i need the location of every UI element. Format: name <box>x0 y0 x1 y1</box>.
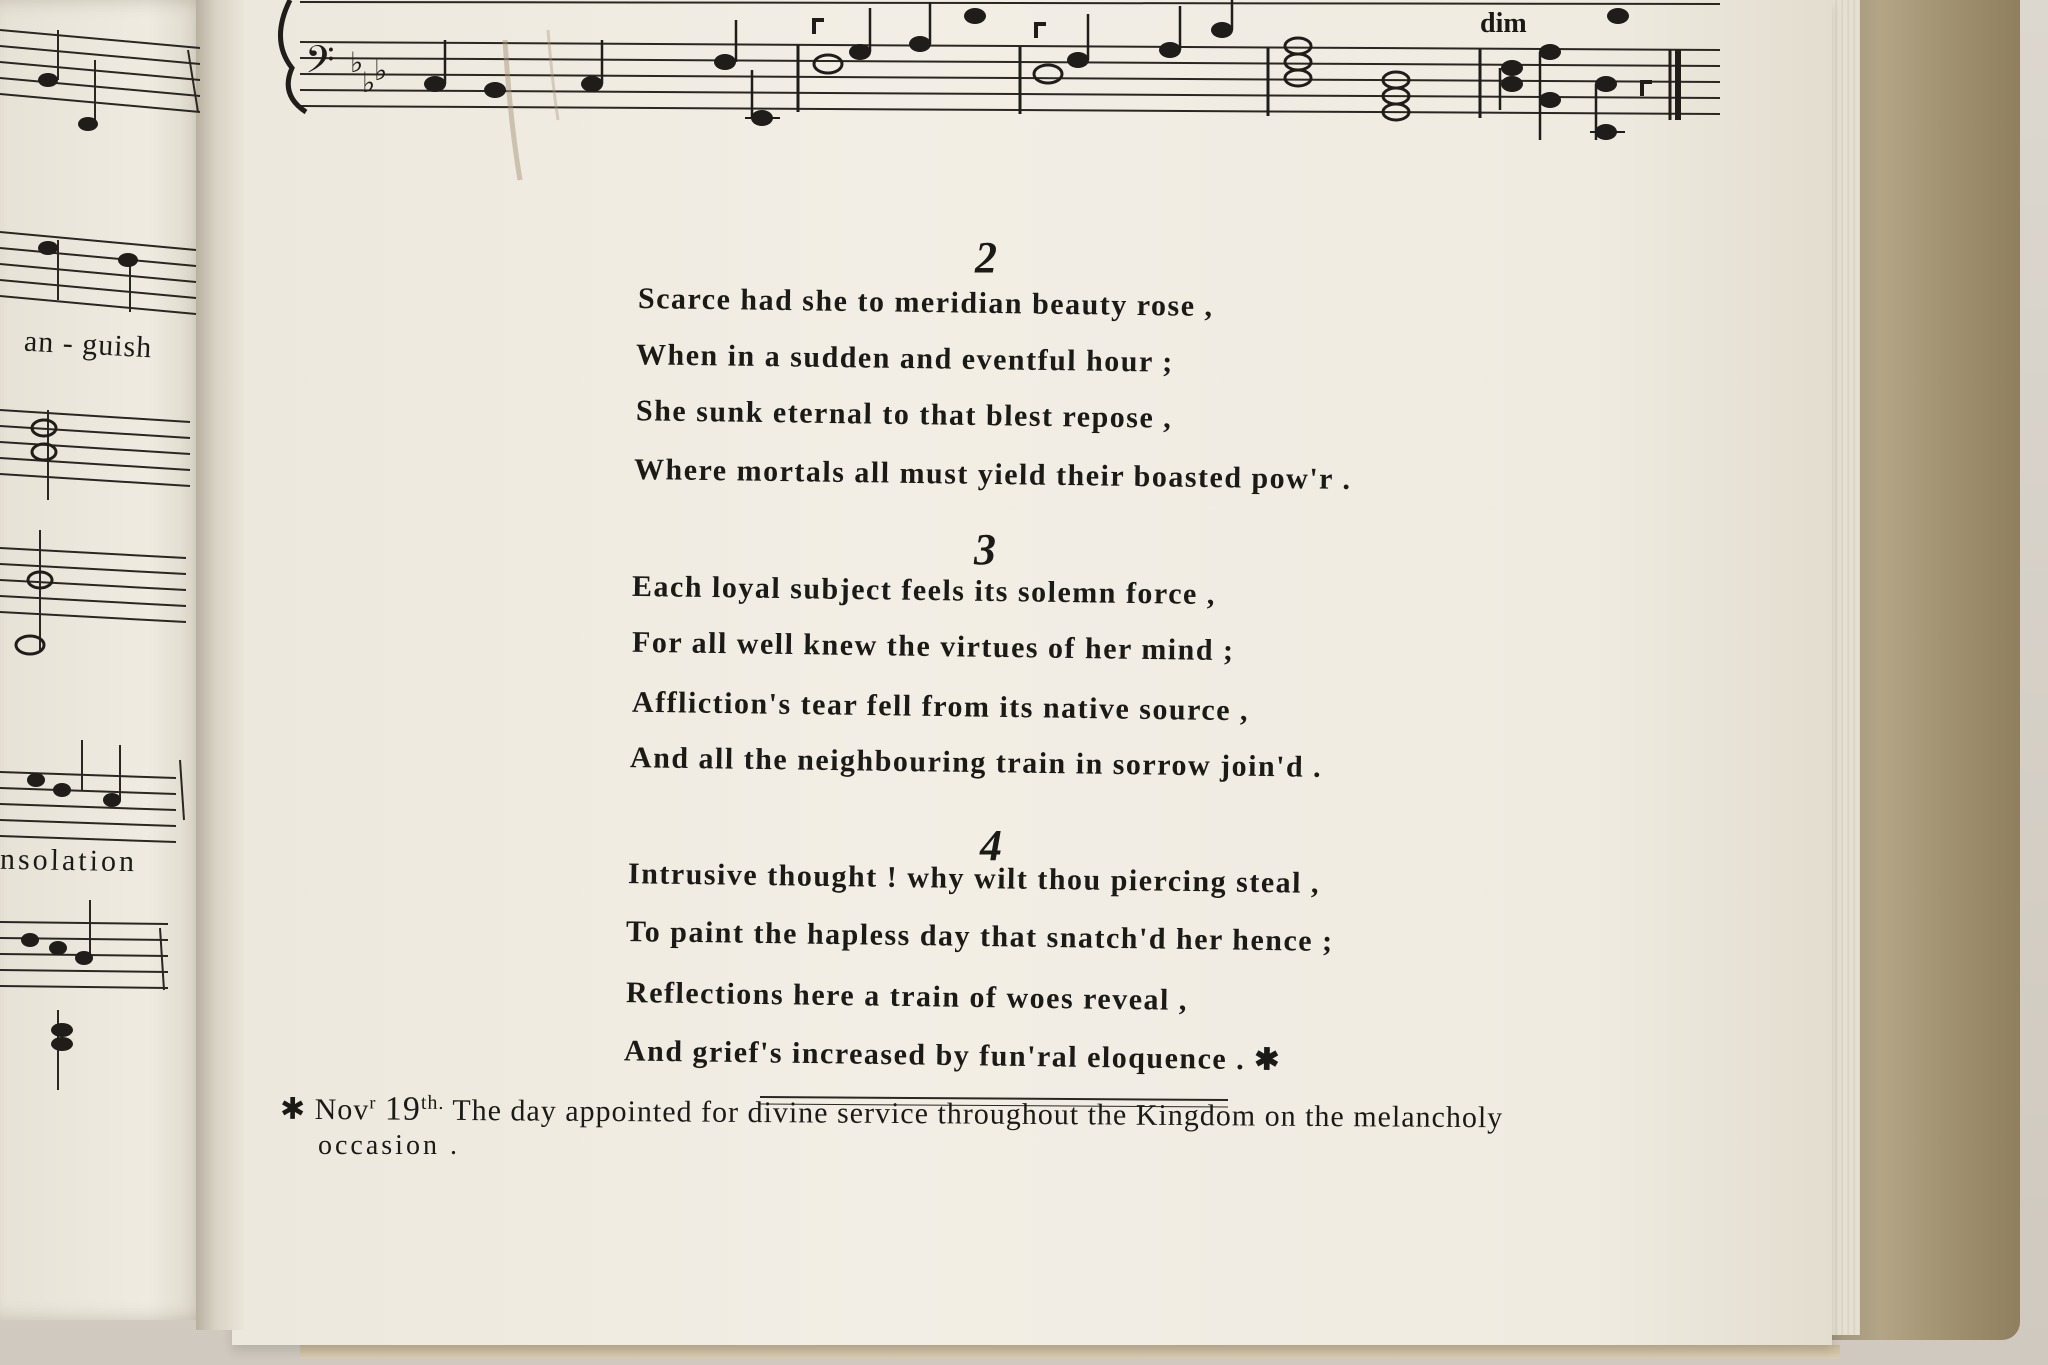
verse-number: 4 <box>980 821 1002 870</box>
verse-line: She sunk eternal to that blest repose , <box>635 394 1173 435</box>
verse-number: 3 <box>974 525 996 574</box>
verse-line: Intrusive thought ! why wilt thou piercing steal , <box>627 857 1321 900</box>
left-lyric-consolation: nsolation <box>0 842 138 879</box>
ledger-lines <box>745 118 1625 132</box>
verse-line: Reflections here a train of woes reveal , <box>625 976 1189 1017</box>
treble-staff-remnant <box>300 2 1720 4</box>
verse-line: When in a sudden and eventful hour ; <box>635 338 1174 379</box>
key-signature-flat: ♭ <box>374 54 388 87</box>
left-lyric-anguish: an - guish <box>23 324 154 365</box>
key-signature-flat: ♭ <box>362 66 376 99</box>
verse-line: To paint the hapless day that snatch'd her hence ; <box>625 915 1334 958</box>
footnote-month: Nov <box>314 1092 370 1127</box>
footnote-marker: ✱ <box>279 1092 307 1126</box>
system-brace <box>280 0 306 112</box>
verse-line: Affliction's tear fell from its native source , <box>631 685 1250 728</box>
verse-line: Scarce had she to meridian beauty rose , <box>637 281 1214 324</box>
footnote-day: 19 <box>384 1090 421 1128</box>
verse-line: Where mortals all must yield their boasted pow'r . <box>633 452 1352 497</box>
verse-line: Each loyal subject feels its solemn force , <box>631 569 1217 612</box>
dynamic-marking: dim <box>1480 8 1527 39</box>
footnote-text: The day appointed for divine service throughout the Kingdom on the melancholy <box>452 1093 1504 1135</box>
footnote-day-sup: th. <box>420 1091 445 1114</box>
paper-stain <box>505 40 520 180</box>
bass-notes <box>424 8 1629 140</box>
key-signature-flat: ♭ <box>350 46 364 79</box>
footnote-month-sup: r <box>369 1092 377 1113</box>
verse-line: For all well knew the virtues of her mind ; <box>631 625 1235 668</box>
verse-number: 2 <box>975 233 997 282</box>
verse-line: And grief's increased by fun'ral eloquence . ✱ <box>623 1034 1282 1077</box>
verse-line: And all the neighbouring train in sorrow join'd . <box>629 741 1323 784</box>
bass-clef: 𝄢 <box>305 37 335 91</box>
footnote-continuation: occasion . <box>318 1130 460 1161</box>
